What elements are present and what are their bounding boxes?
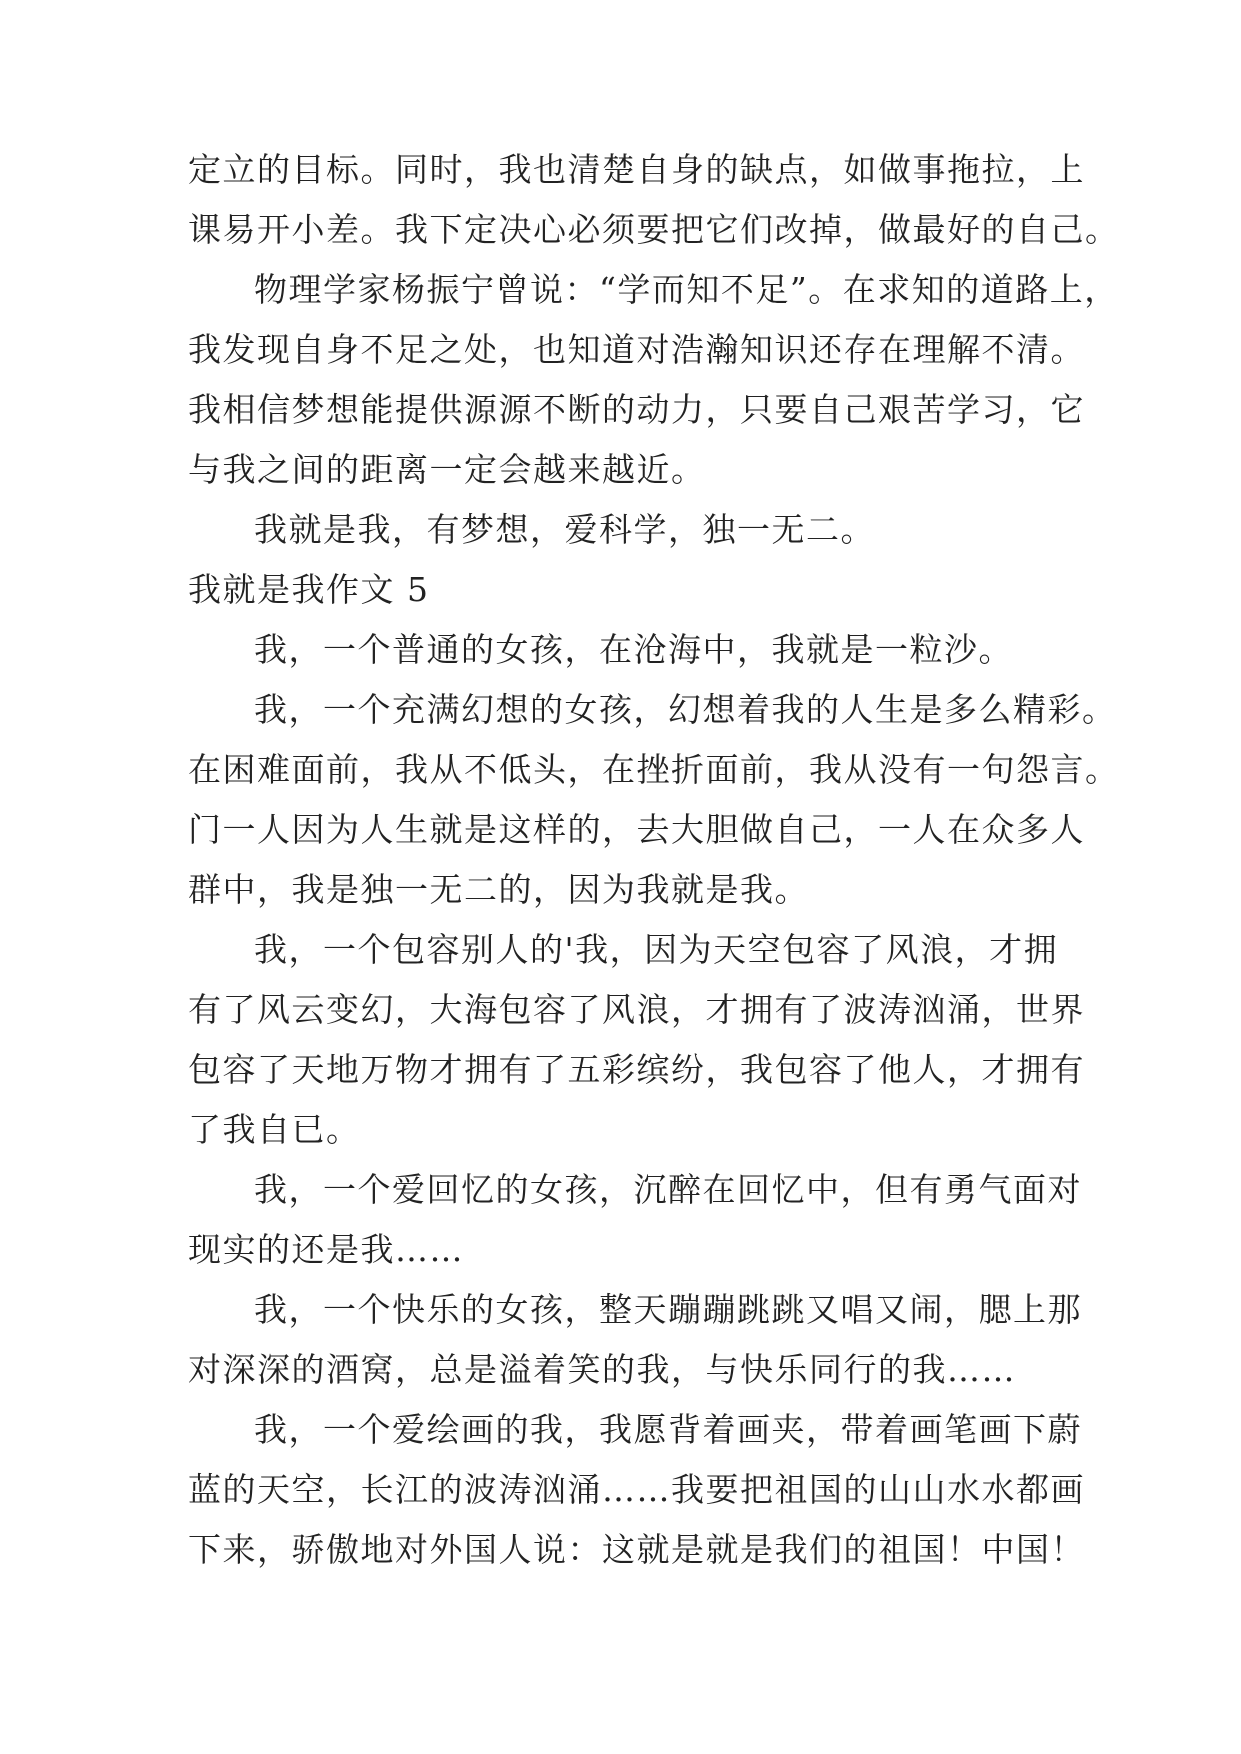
paragraph-start: 我，一个快乐的女孩，整天蹦蹦跳跳又唱又闹，腮上那 (254, 1290, 1082, 1329)
section-heading: 我就是我作文 5 (188, 570, 430, 609)
text-line: 我相信梦想能提供源源不断的动力，只要自己艰苦学习，它 (188, 390, 1085, 429)
paragraph-start: 我，一个充满幻想的女孩，幻想着我的人生是多么精彩。 (254, 690, 1117, 729)
text-line: 课易开小差。我下定决心必须要把它们改掉，做最好的自己。 (188, 210, 1120, 249)
text-line: 有了风云变幻，大海包容了风浪，才拥有了波涛汹涌，世界 (188, 990, 1085, 1029)
paragraph-start: 我，一个爱回忆的女孩，沉醉在回忆中，但有勇气面对 (254, 1170, 1082, 1209)
text-line: 包容了天地万物才拥有了五彩缤纷，我包容了他人，才拥有 (188, 1050, 1085, 1089)
text-line: 对深深的酒窝，总是溢着笑的我，与快乐同行的我…… (188, 1350, 1016, 1389)
text-line: 门一人因为人生就是这样的，去大胆做自己，一人在众多人 (188, 810, 1085, 849)
text-line: 下来，骄傲地对外国人说：这就是就是我们的祖国！中国！ (188, 1530, 1085, 1569)
text-line: 现实的还是我…… (188, 1230, 464, 1269)
text-line: 蓝的天空，长江的波涛汹涌……我要把祖国的山山水水都画 (188, 1470, 1085, 1509)
text-line: 定立的目标。同时，我也清楚自身的缺点，如做事拖拉，上 (188, 150, 1085, 189)
paragraph-start: 我就是我，有梦想，爱科学，独一无二。 (254, 510, 875, 549)
paragraph-start: 物理学家杨振宁曾说：“学而知不足”。在求知的道路上， (254, 270, 1119, 309)
text-line: 我发现自身不足之处，也知道对浩瀚知识还存在理解不清。 (188, 330, 1085, 369)
paragraph-start: 我，一个包容别人的'我，因为天空包容了风浪，才拥 (254, 930, 1059, 969)
text-line: 了我自已。 (188, 1110, 361, 1149)
text-line: 在困难面前，我从不低头，在挫折面前，我从没有一句怨言。 (188, 750, 1120, 789)
paragraph-start: 我，一个爱绘画的我，我愿背着画夹，带着画笔画下蔚 (254, 1410, 1082, 1449)
paragraph-start: 我，一个普通的女孩，在沧海中，我就是一粒沙。 (254, 630, 1013, 669)
text-line: 群中，我是独一无二的，因为我就是我。 (188, 870, 809, 909)
text-line: 与我之间的距离一定会越来越近。 (188, 450, 706, 489)
